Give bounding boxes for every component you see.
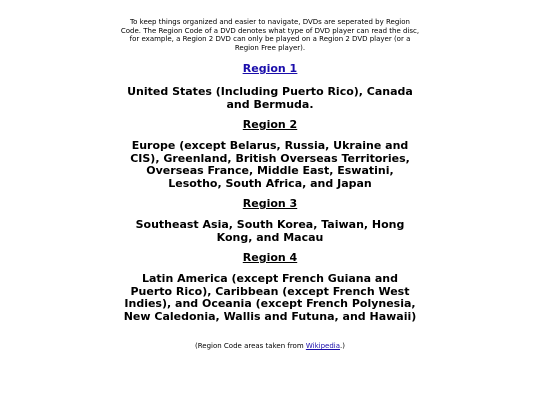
- region-4-heading: Region 4: [242, 251, 298, 264]
- region-2-description: Europe (except Belarus, Russia, Ukraine and CIS), Greenland, British Overseas Territories, Overseas France, Middle East, Eswatini, Lesotho, South Africa, and Japan: [130, 139, 410, 190]
- region-1-link[interactable]: Region 1: [242, 62, 298, 75]
- wikipedia-link[interactable]: Wikipedia: [305, 342, 341, 350]
- region-1-heading: [0, 62, 540, 76]
- region-2-heading: Region 2: [242, 118, 298, 131]
- region-1-description: United States (Including Puerto Rico), Canada and Bermuda.: [127, 85, 413, 111]
- intro-text: To keep things organized and easier to navigate, DVDs are seperated by Region Code. The Region Code of a DVD denotes what type of DVD player can read the disc, for example, a Region 2 DVD can only be played on a Region 2 DVD player (or a Region Free player).: [120, 18, 420, 52]
- credit-suffix: .): [340, 342, 345, 350]
- credit-prefix: (Region Code areas taken from: [195, 342, 306, 350]
- region-4-description: Latin America (except French Guiana and Puerto Rico), Caribbean (except French West Indies), and Oceania (except French Polynesia, New Caledonia, Wallis and Futuna, and Hawaii): [123, 272, 417, 323]
- region-3-heading: Region 3: [242, 197, 298, 210]
- source-credit: [0, 342, 540, 351]
- region-3-description: Southeast Asia, South Korea, Taiwan, Hong Kong, and Macau: [135, 218, 405, 244]
